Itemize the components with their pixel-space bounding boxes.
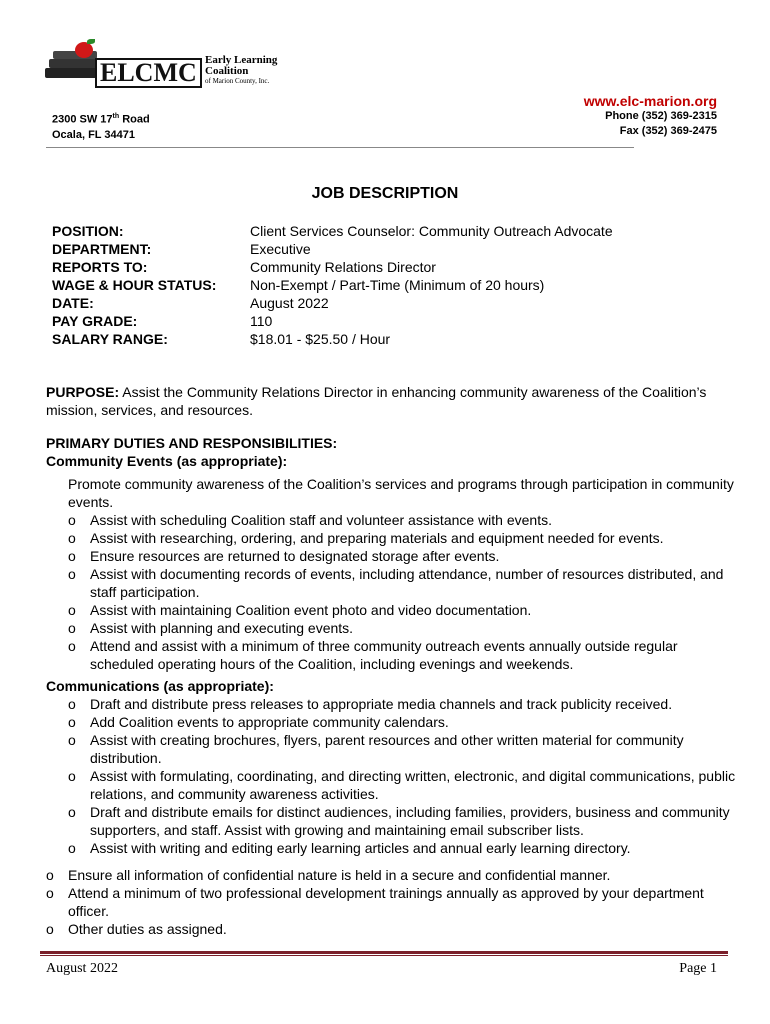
header-divider	[46, 147, 634, 148]
footer-divider-thin	[40, 955, 728, 956]
list-item-text: Assist with creating brochures, flyers, parent resources and other written material for community distribution.	[90, 732, 684, 766]
list-item-text: Assist with planning and executing events.	[90, 620, 354, 636]
bullet-icon: o	[68, 566, 76, 582]
list-item	[68, 637, 736, 673]
bullet-icon: o	[68, 602, 76, 618]
list-item-text: Assist with scheduling Coalition staff and volunteer assistance with events.	[90, 512, 552, 528]
events-list	[68, 511, 736, 673]
field-label: DEPARTMENT:	[52, 241, 152, 257]
list-item	[46, 884, 736, 920]
field-label: WAGE & HOUR STATUS:	[52, 277, 217, 293]
apple-icon	[75, 42, 93, 58]
bullet-icon: o	[68, 804, 76, 820]
bullet-icon: o	[46, 885, 54, 901]
field-row	[52, 330, 613, 348]
events-intro: Promote community awareness of the Coalition’s services and programs through participation in community events.	[68, 476, 734, 510]
list-item	[68, 713, 736, 731]
field-row	[52, 222, 613, 240]
list-item-text: Ensure all information of confidential nature is held in a secure and confidential manner.	[68, 867, 611, 883]
job-fields	[52, 222, 613, 348]
list-item-text: Assist with documenting records of events, including attendance, number of resources distributed, and staff participation.	[90, 566, 724, 600]
bullet-icon: o	[68, 638, 76, 654]
field-row	[52, 294, 613, 312]
communications-list	[68, 695, 736, 857]
list-item-text: Draft and distribute press releases to appropriate media channels and track publicity received.	[90, 696, 673, 712]
field-label: POSITION:	[52, 223, 124, 239]
field-row	[52, 258, 613, 276]
field-row	[52, 276, 613, 294]
list-item	[68, 695, 736, 713]
field-value: Client Services Counselor: Community Outreach Advocate	[250, 223, 613, 239]
list-item-text: Assist with maintaining Coalition event photo and video documentation.	[90, 602, 532, 618]
bullet-icon: o	[68, 530, 76, 546]
list-item	[68, 767, 736, 803]
field-value: Executive	[250, 241, 311, 257]
list-item	[46, 866, 736, 884]
list-item	[68, 511, 736, 529]
purpose-text: Assist the Community Relations Director in enhancing community awareness of the Coalition’s mission, services, and resources.	[46, 384, 707, 418]
bullet-icon: o	[68, 696, 76, 712]
address	[52, 109, 150, 143]
bullet-icon: o	[46, 921, 54, 937]
bullet-icon: o	[68, 714, 76, 730]
list-item	[68, 547, 736, 565]
duties-section	[46, 434, 736, 938]
bullet-icon: o	[68, 512, 76, 528]
list-item-text: Draft and distribute emails for distinct audiences, including families, providers, business and community supporters, and staff. Assist with growing and maintaining email subscriber lists.	[90, 804, 730, 838]
field-value: Non-Exempt / Part-Time (Minimum of 20 hours)	[250, 277, 545, 293]
field-label: SALARY RANGE:	[52, 331, 168, 347]
list-item-text: Assist with researching, ordering, and preparing materials and equipment needed for events.	[90, 530, 664, 546]
bullet-icon: o	[68, 768, 76, 784]
purpose-label: PURPOSE:	[46, 384, 120, 400]
communications-heading: Communications (as appropriate):	[46, 678, 274, 694]
field-row	[52, 312, 613, 330]
field-value: August 2022	[250, 295, 329, 311]
address-line1: 2300 SW 17th Road	[52, 113, 150, 126]
website-link[interactable]: www.elc-marion.org	[583, 93, 717, 109]
list-item	[46, 920, 736, 938]
bullet-icon: o	[68, 732, 76, 748]
purpose-section	[46, 383, 726, 419]
phone-number: Phone (352) 369-2315	[605, 110, 717, 122]
field-value: Community Relations Director	[250, 259, 436, 275]
bullet-icon: o	[68, 840, 76, 856]
field-row	[52, 240, 613, 258]
list-item-text: Assist with formulating, coordinating, and directing written, electronic, and digital communications, public relations, and community awareness activities.	[90, 768, 736, 802]
bullet-icon: o	[68, 548, 76, 564]
list-item	[68, 619, 736, 637]
field-value: 110	[250, 313, 273, 329]
list-item	[68, 601, 736, 619]
list-item-text: Attend and assist with a minimum of three community outreach events annually outside regular scheduled operating hours of the Coalition, including evenings and weekends.	[90, 638, 678, 672]
contact-numbers	[605, 109, 717, 139]
list-item	[68, 839, 736, 857]
field-value: $18.01 - $25.50 / Hour	[250, 331, 391, 347]
duties-heading: PRIMARY DUTIES AND RESPONSIBILITIES:	[46, 435, 338, 451]
list-item-text: Other duties as assigned.	[68, 921, 227, 937]
page-number: Page 1	[679, 961, 717, 976]
list-item-text: Add Coalition events to appropriate community calendars.	[90, 714, 449, 730]
list-item-text: Attend a minimum of two professional development trainings annually as approved by your department officer.	[68, 885, 704, 919]
list-item-text: Assist with writing and editing early learning articles and annual early learning directory.	[90, 840, 631, 856]
bullet-icon: o	[68, 620, 76, 636]
page-title: JOB DESCRIPTION	[311, 185, 459, 202]
general-duties-list	[46, 866, 736, 938]
list-item	[68, 731, 736, 767]
field-label: PAY GRADE:	[52, 313, 138, 329]
bullet-icon: o	[46, 867, 54, 883]
footer-date: August 2022	[46, 961, 118, 976]
events-heading: Community Events (as appropriate):	[46, 453, 288, 469]
list-item-text: Ensure resources are returned to designated storage after events.	[90, 548, 500, 564]
elcmc-logo: ELCMC Early Learning Coalition of Marion County, Inc.	[45, 42, 285, 92]
list-item	[68, 803, 736, 839]
list-item	[68, 565, 736, 601]
list-item	[68, 529, 736, 547]
address-line2: Ocala, FL 34471	[52, 128, 135, 141]
field-label: DATE:	[52, 295, 94, 311]
footer-divider	[40, 951, 728, 954]
field-label: REPORTS TO:	[52, 259, 148, 275]
fax-number: Fax (352) 369-2475	[619, 125, 717, 137]
